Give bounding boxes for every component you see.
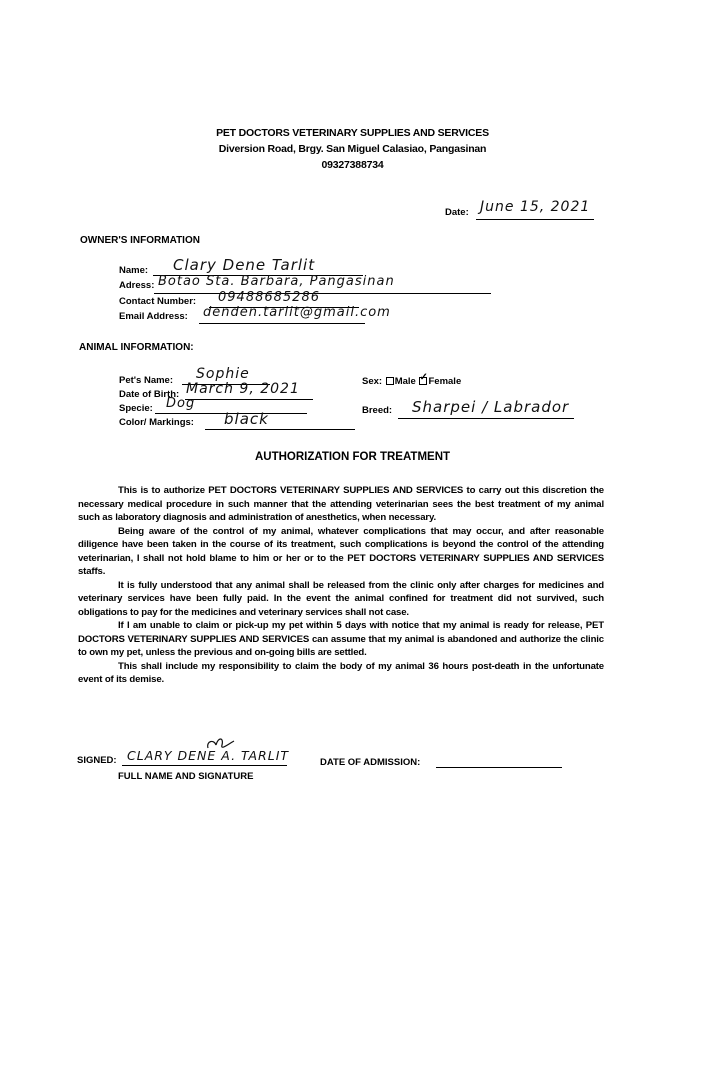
- species-label: Specie:: [119, 403, 153, 414]
- color-line: [205, 429, 355, 430]
- pet-name-value: Sophie: [196, 366, 250, 382]
- owner-contact-label: Contact Number:: [119, 296, 197, 307]
- date-label: Date:: [445, 207, 469, 218]
- sex-field: [362, 372, 462, 387]
- authorization-title: AUTHORIZATION FOR TREATMENT: [254, 451, 451, 463]
- male-checkbox[interactable]: [386, 377, 394, 385]
- authorization-paragraph-5: This shall include my responsibility to claim the body of my animal 36 hours post-death in the unfortunate event of its demise.: [78, 660, 604, 685]
- pet-name-label: Pet's Name:: [119, 375, 174, 386]
- color-value: black: [224, 410, 269, 428]
- signed-name: CLARY DENE A. TARLIT: [127, 748, 290, 763]
- breed-value: Sharpei / Labrador: [412, 398, 570, 416]
- authorization-paragraph-4: If I am unable to claim or pick-up my pet within 5 days with notice that my animal is ready for release, PET DOCTORS VETERINARY SUPPLIES AND SERVICES can assume that my animal is abandoned and authorize the clinic to own my pet, unless the previous and on-going bills are settled.: [78, 620, 604, 658]
- company-address: Diversion Road, Brgy. San Miguel Calasiao, Pangasinan: [218, 143, 487, 155]
- signature-line: [122, 765, 287, 766]
- date-line: [476, 219, 594, 220]
- animal-section-title: ANIMAL INFORMATION:: [79, 342, 194, 353]
- admission-label: DATE OF ADMISSION:: [320, 757, 421, 768]
- female-option-label: Female: [428, 376, 462, 387]
- owner-name-label: Name:: [119, 265, 149, 276]
- check-mark-icon: ✓: [419, 372, 428, 384]
- color-label: Color/ Markings:: [119, 417, 194, 428]
- authorization-paragraph-3: It is fully understood that any animal shall be released from the clinic only after charges for medicines and veterinary services have been fully paid. In the event the animal confined for treatment did not survived, such obligations to pay for the medicines and veterinary services shall not case.: [78, 579, 604, 618]
- signature-scribble: [204, 733, 236, 755]
- dob-label: Date of Birth:: [119, 389, 180, 400]
- breed-line: [398, 418, 574, 419]
- owner-name-value: Clary Dene Tarlit: [173, 256, 316, 274]
- species-value: Dog: [166, 396, 196, 411]
- signature-caption: FULL NAME AND SIGNATURE: [118, 771, 254, 782]
- admission-line: [436, 767, 562, 768]
- owner-section-title: OWNER'S INFORMATION: [80, 235, 200, 246]
- female-checkbox[interactable]: [419, 372, 428, 385]
- date-value: June 15, 2021: [480, 199, 591, 215]
- breed-label: Breed:: [362, 405, 393, 416]
- sex-label: Sex:: [362, 376, 383, 387]
- signed-label: SIGNED:: [77, 755, 117, 766]
- authorization-paragraph-1: This is to authorize PET DOCTORS VETERINARY SUPPLIES AND SERVICES to carry out this discretion the necessary medical procedure in such manner that the attending veterinarian sees the best treatment of my animal such as laboratory diagnosis and administration of anesthetics, when necessary.: [78, 485, 604, 523]
- owner-contact-value: 09488685286: [218, 290, 320, 305]
- dob-line: [185, 399, 313, 400]
- company-phone: 09327388734: [321, 159, 384, 171]
- owner-address-value: Botao Sta. Barbara, Pangasinan: [158, 274, 395, 289]
- owner-address-label: Adress:: [119, 280, 155, 291]
- owner-address-line: [154, 293, 491, 294]
- male-option-label: Male: [394, 376, 416, 387]
- authorization-body: [78, 484, 604, 687]
- owner-email-label: Email Address:: [119, 311, 188, 322]
- company-name: PET DOCTORS VETERINARY SUPPLIES AND SERVICES: [216, 127, 489, 139]
- dob-value: March 9, 2021: [186, 381, 300, 397]
- owner-email-value: denden.tarlit@gmail.com: [203, 305, 391, 320]
- authorization-paragraph-2: Being aware of the control of my animal, whatever complications that may occur, and after reasonable diligence have been taken in the course of its treatment, such complications is beyond the control of the attending veterinarian, I shall not hold blame to him or her or to the PET DOCTORS VETERINARY SUPPLIES AND SERVICES staffs.: [78, 525, 604, 577]
- owner-email-line: [199, 323, 365, 324]
